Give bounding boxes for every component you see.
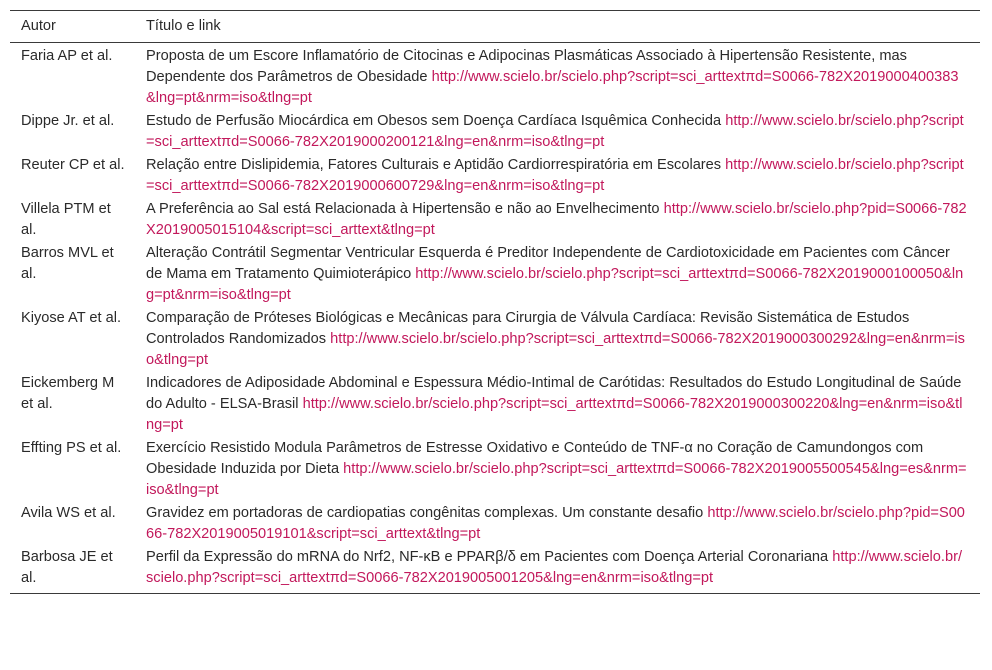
title-cell [135, 242, 980, 307]
author-cell: Effting PS et al. [21, 440, 122, 456]
table-row [10, 502, 980, 546]
article-link[interactable]: http://www.scielo.br/scielo.php?script=sci_arttextπd=S0066-782X2019000600729&lng=en&nrm=iso&tlng=pt [146, 157, 964, 194]
author-cell: Eickemberg M et al. [21, 375, 115, 412]
references-table-container [10, 10, 980, 594]
title-cell [135, 198, 980, 242]
article-title: Gravidez em portadoras de cardiopatias congênitas complexas. Um constante desafio [146, 505, 704, 521]
author-cell: Reuter CP et al. [21, 157, 125, 173]
table-row [10, 546, 980, 594]
article-title: Comparação de Próteses Biológicas e Mecânicas para Cirurgia de Válvula Cardíaca: Revisão Sistemática de Estudos Controlados Randomizados [146, 310, 910, 347]
header-row [10, 11, 980, 43]
author-cell: Kiyose AT et al. [21, 310, 122, 326]
article-link[interactable]: http://www.scielo.br/scielo.php?script=sci_arttextπd=S0066-782X2019000300292&lng=en&nrm=iso&tlng=pt [146, 331, 965, 368]
author-cell: Barros MVL et al. [21, 245, 114, 282]
title-cell [135, 307, 980, 372]
author-cell: Villela PTM et al. [21, 201, 111, 238]
table-row [10, 43, 980, 111]
article-title: Proposta de um Escore Inflamatório de Citocinas e Adipocinas Plasmáticas Associado à Hipertensão Resistente, mas Dependente dos Parâmetros de Obesidade [146, 48, 907, 85]
table-row [10, 437, 980, 502]
title-cell [135, 546, 980, 594]
article-title: Perfil da Expressão do mRNA do Nrf2, NF-κB e PPARβ/δ em Pacientes com Doença Arterial Coronariana [146, 549, 829, 565]
article-title: Exercício Resistido Modula Parâmetros de Estresse Oxidativo e Conteúdo de TNF-α no Coração de Camundongos com Obesidade Induzida por Dieta [146, 440, 924, 477]
title-cell [135, 502, 980, 546]
article-link[interactable]: http://www.scielo.br/scielo.php?pid=S0066-782X2019005015104&script=sci_arttext&tlng=pt [146, 201, 967, 238]
article-title: Alteração Contrátil Segmentar Ventricular Esquerda é Preditor Independente de Cardiotoxicidade em Pacientes com Câncer de Mama em Tratamento Quimioterápico [146, 245, 950, 282]
article-link[interactable]: http://www.scielo.br/scielo.php?script=sci_arttextπd=S0066-782X2019005500545&lng=es&nrm=iso&tlng=pt [146, 461, 967, 498]
table-row [10, 198, 980, 242]
author-cell: Faria AP et al. [21, 48, 113, 64]
article-title: Indicadores de Adiposidade Abdominal e Espessura Médio-Intimal de Carótidas: Resultados do Estudo Longitudinal de Saúde do Adulto - ELSA-Brasil [146, 375, 962, 412]
article-title: Estudo de Perfusão Miocárdica em Obesos sem Doença Cardíaca Isquêmica Conhecida [146, 113, 722, 129]
table-row [10, 372, 980, 437]
author-cell: Avila WS et al. [21, 505, 116, 521]
author-cell: Dippe Jr. et al. [21, 113, 115, 129]
header-author: Autor [10, 11, 135, 43]
title-cell [135, 372, 980, 437]
table-row [10, 110, 980, 154]
table-body [10, 43, 980, 594]
title-cell [135, 154, 980, 198]
table-row [10, 242, 980, 307]
article-link[interactable]: http://www.scielo.br/scielo.php?script=sci_arttextπd=S0066-782X2019000100050&lng=pt&nrm=iso&tlng=pt [146, 266, 964, 303]
article-link[interactable]: http://www.scielo.br/scielo.php?script=sci_arttextπd=S0066-782X2019005001205&lng=en&nrm=iso&tlng=pt [146, 549, 963, 586]
header-title-link: Título e link [135, 11, 980, 43]
title-cell [135, 437, 980, 502]
article-title: Relação entre Dislipidemia, Fatores Culturais e Aptidão Cardiorrespiratória em Escolares [146, 157, 722, 173]
article-link[interactable]: http://www.scielo.br/scielo.php?pid=S0066-782X2019005019101&script=sci_arttext&tlng=pt [146, 505, 965, 542]
table-header [10, 11, 980, 43]
article-title: A Preferência ao Sal está Relacionada à Hipertensão e não ao Envelhecimento [146, 201, 660, 217]
table-row [10, 154, 980, 198]
title-cell [135, 110, 980, 154]
author-cell: Barbosa JE et al. [10, 546, 135, 594]
article-link[interactable]: http://www.scielo.br/scielo.php?script=sci_arttextπd=S0066-782X2019000200121&lng=en&nrm=iso&tlng=pt [146, 113, 964, 150]
article-link[interactable]: http://www.scielo.br/scielo.php?script=sci_arttextπd=S0066-782X2019000300220&lng=en&nrm=iso&tlng=pt [146, 396, 963, 433]
title-cell [135, 43, 980, 111]
article-link[interactable]: http://www.scielo.br/scielo.php?script=sci_arttextπd=S0066-782X2019000400383&lng=pt&nrm=iso&tlng=pt [146, 69, 959, 106]
table-row [10, 307, 980, 372]
references-table [10, 10, 980, 594]
